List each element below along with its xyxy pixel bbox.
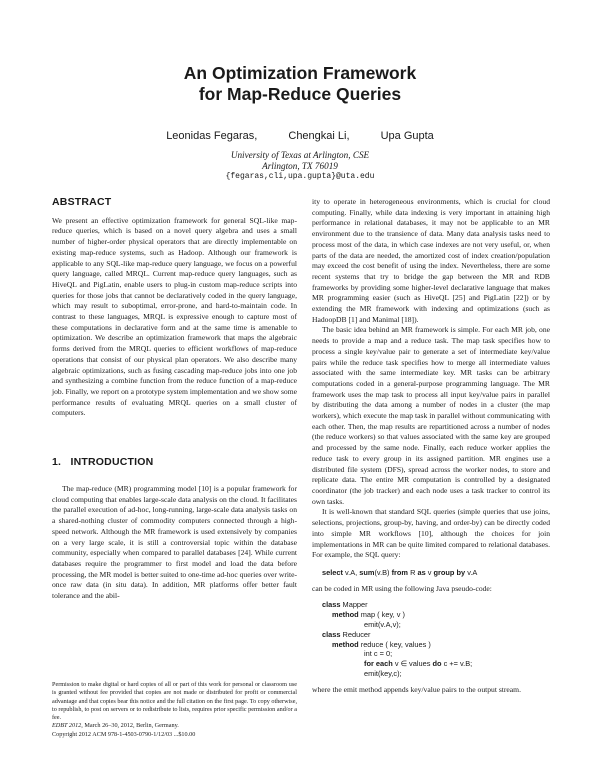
sql-kw-from: from bbox=[391, 567, 409, 577]
paper-title bbox=[0, 63, 600, 105]
conference-details: , March 26–30, 2012, Berlin, Germany. bbox=[81, 722, 179, 730]
sql-kw-as: as bbox=[417, 567, 426, 577]
sql-part-e: v.A bbox=[465, 567, 478, 577]
author-emails: {fegaras,cli,upa.gupta}@uta.edu bbox=[225, 172, 375, 181]
abstract-section bbox=[52, 197, 297, 419]
abstract-heading: ABSTRACT bbox=[52, 196, 112, 208]
code-line-8: emit(key,c); bbox=[364, 668, 402, 678]
right-column bbox=[312, 197, 550, 695]
title-line-2: for Map-Reduce Queries bbox=[198, 84, 402, 104]
code-line-4: class Reducer bbox=[322, 629, 371, 639]
introduction-heading-block bbox=[52, 457, 153, 476]
introduction-heading: 1. INTRODUCTION bbox=[52, 456, 154, 468]
author-list bbox=[0, 130, 600, 142]
code-line-1: class Mapper bbox=[322, 600, 368, 610]
conference-name: EDBT 2012 bbox=[52, 722, 82, 730]
introduction-section bbox=[52, 484, 297, 602]
right-paragraph-1: ity to operate in heterogeneous environments, which is crucial for cloud computing. Finally, while data indexing is very important in attaining high performance in relational databases, it may not be applicable to an MR environment due to the transience of data. Many data analysis tasks need to process most of the data, in which case indexes are not very useful, or, when parts of the data are needed, the amortized cost of index creation/population may exceed the cost benefit of using the index. Nevertheless, there are some recent systems that try to bridge the gap between the MR and RDB frameworks by providing some higher-level declarative language that makes MR programming easier (such as HiveQL [25] and PigLatin [22]) or by extending the MR framework with indexing and optimizations (such as HadoopDB [1] and Manimal [18]). bbox=[312, 197, 550, 324]
affiliation-line-1: University of Texas at Arlington, CSE bbox=[230, 150, 370, 160]
introduction-text: The map-reduce (MR) programming model [10] is a popular framework for cloud computing that enables large-scale data analysis on the cloud. It facilitates the parallel execution of ad-hoc, long-running, large-scale data analysis tasks on a shared-nothing cluster of commodity computers connected through a high-speed network. Although the MR framework is used extensively by companies on a very large scale, it is still a controversial topic within the database community, especially when compared to parallel databases [24]. While current databases require the programmer to first model and load the data before processing, the MR model is better suited to one-time ad-hoc queries over write-once raw data (in situ data). In addition, MR platforms offer better fault tolerance and the abil- bbox=[52, 484, 297, 601]
code-line-5: method reduce ( key, values ) bbox=[332, 639, 431, 649]
permission-footer bbox=[52, 681, 297, 739]
right-paragraph-2: The basic idea behind an MR framework is simple. For each MR job, one needs to provide a map and a reduce task. The map task specifies how to process a single key/value pair to generate a set of intermediate key/value pairs while the reduce task specifies how to merge all intermediate values associated with the same intermediate key. MR tasks can be arbitrary computations coded in a general-purpose programming language. The MR framework uses the map task to process all input key/value pairs in parallel by distributing the data among a number of nodes in a cluster (the map workers), which execute the map task in parallel without communicating with each other. Then, the map results are repartitioned across a number of nodes (the reduce workers) so that values associated with the same key are grouped and processed by the same node. Finally, each reduce worker applies the reduce task to every group in its assigned partition. MR engines use a distributed file system (DFS), spread across the worker nodes, to store and replicate data. The entire MR computation is controlled by a designated coordinator (the job tracker) and each node uses a task tracker to control its own tasks. bbox=[312, 325, 550, 506]
title-line-1: An Optimization Framework bbox=[183, 63, 417, 83]
sql-part-d: v bbox=[425, 567, 434, 577]
java-pseudo-code bbox=[322, 600, 550, 678]
permission-text: Permission to make digital or hard copies of all or part of this work for personal or classroom use is granted without fee provided that copies are not made or distributed for profit or commercial advantage and that copies bear this notice and the full citation on the first page. To copy otherwise, to republish, to post on servers or to redistribute to lists, requires prior specific permission and/or a fee. bbox=[52, 681, 297, 722]
sql-part-a: v.A, bbox=[342, 567, 360, 577]
affiliation-line-2: Arlington, TX 76019 bbox=[262, 161, 338, 171]
right-paragraph-3: It is well-known that standard SQL queries (simple queries that use joins, selections, projections, group-by, having, and order-by) can be directly coded into simple MR workflows [10], although the choices for join implementations in MR can be quite limited compared to relational databases. For example, the SQL query: bbox=[312, 507, 550, 560]
author-3: Upa Gupta bbox=[380, 130, 434, 142]
sql-query bbox=[322, 568, 550, 578]
right-paragraph-end: where the emit method appends key/value pairs to the output stream. bbox=[312, 684, 521, 694]
conference-line bbox=[52, 722, 297, 730]
code-line-6: int c = 0; bbox=[364, 649, 393, 659]
copyright-line: Copyright 2012 ACM 978-1-4503-0790-1/12/03 ...$10.00 bbox=[52, 730, 196, 738]
code-line-7: for each v ∈ values do c += v.B; bbox=[364, 659, 473, 669]
abstract-text: We present an effective optimization framework for general SQL-like map-reduce queries, which is based on a novel query algebra and uses a small number of higher-order physical operators that are directly implementable on existing map-reduce systems, such as Hadoop. Although our framework is applicable to any SQL-like map-reduce query language, we focus on a powerful query language, called MRQL. Current map-reduce query languages, such as HiveQL and PigLatin, enable users to plug-in custom map-reduce scripts into queries for those jobs that cannot be declaratively coded in the query language, which may result to suboptimal, error-prone, and hard-to-maintain code. In contrast to these languages, MRQL is expressive enough to capture most of these computations in declarative form and at the same time is amenable to optimization. We describe an optimization framework that maps the algebraic forms derived from the MRQL queries to efficient workflows of map-reduce operations that consist of our physical plan operators. We also describe many algebraic optimizations, such as fusing cascading map-reduce jobs into one job and synthesizing a combine function from the reduce function of a map-reduce job. Finally, we report on a prototype system implementation and we show some performance results of evaluating MRQL queries on a small cluster of computers. bbox=[52, 215, 297, 418]
sql-part-b: (v.B) bbox=[374, 567, 392, 577]
pseudo-code-intro: can be coded in MR using the following Java pseudo-code: bbox=[312, 583, 492, 593]
code-line-3: emit(v.A,v); bbox=[364, 620, 401, 629]
sql-kw-group-by: group by bbox=[433, 567, 466, 577]
affiliation bbox=[0, 150, 600, 172]
author-2: Chengkai Li, bbox=[288, 130, 350, 142]
code-line-2: method map ( key, v ) bbox=[332, 610, 405, 620]
sql-part-c: R bbox=[408, 567, 418, 577]
sql-kw-select: select bbox=[322, 567, 343, 577]
author-1: Leonidas Fegaras, bbox=[166, 130, 258, 142]
sql-kw-sum: sum bbox=[359, 567, 375, 577]
